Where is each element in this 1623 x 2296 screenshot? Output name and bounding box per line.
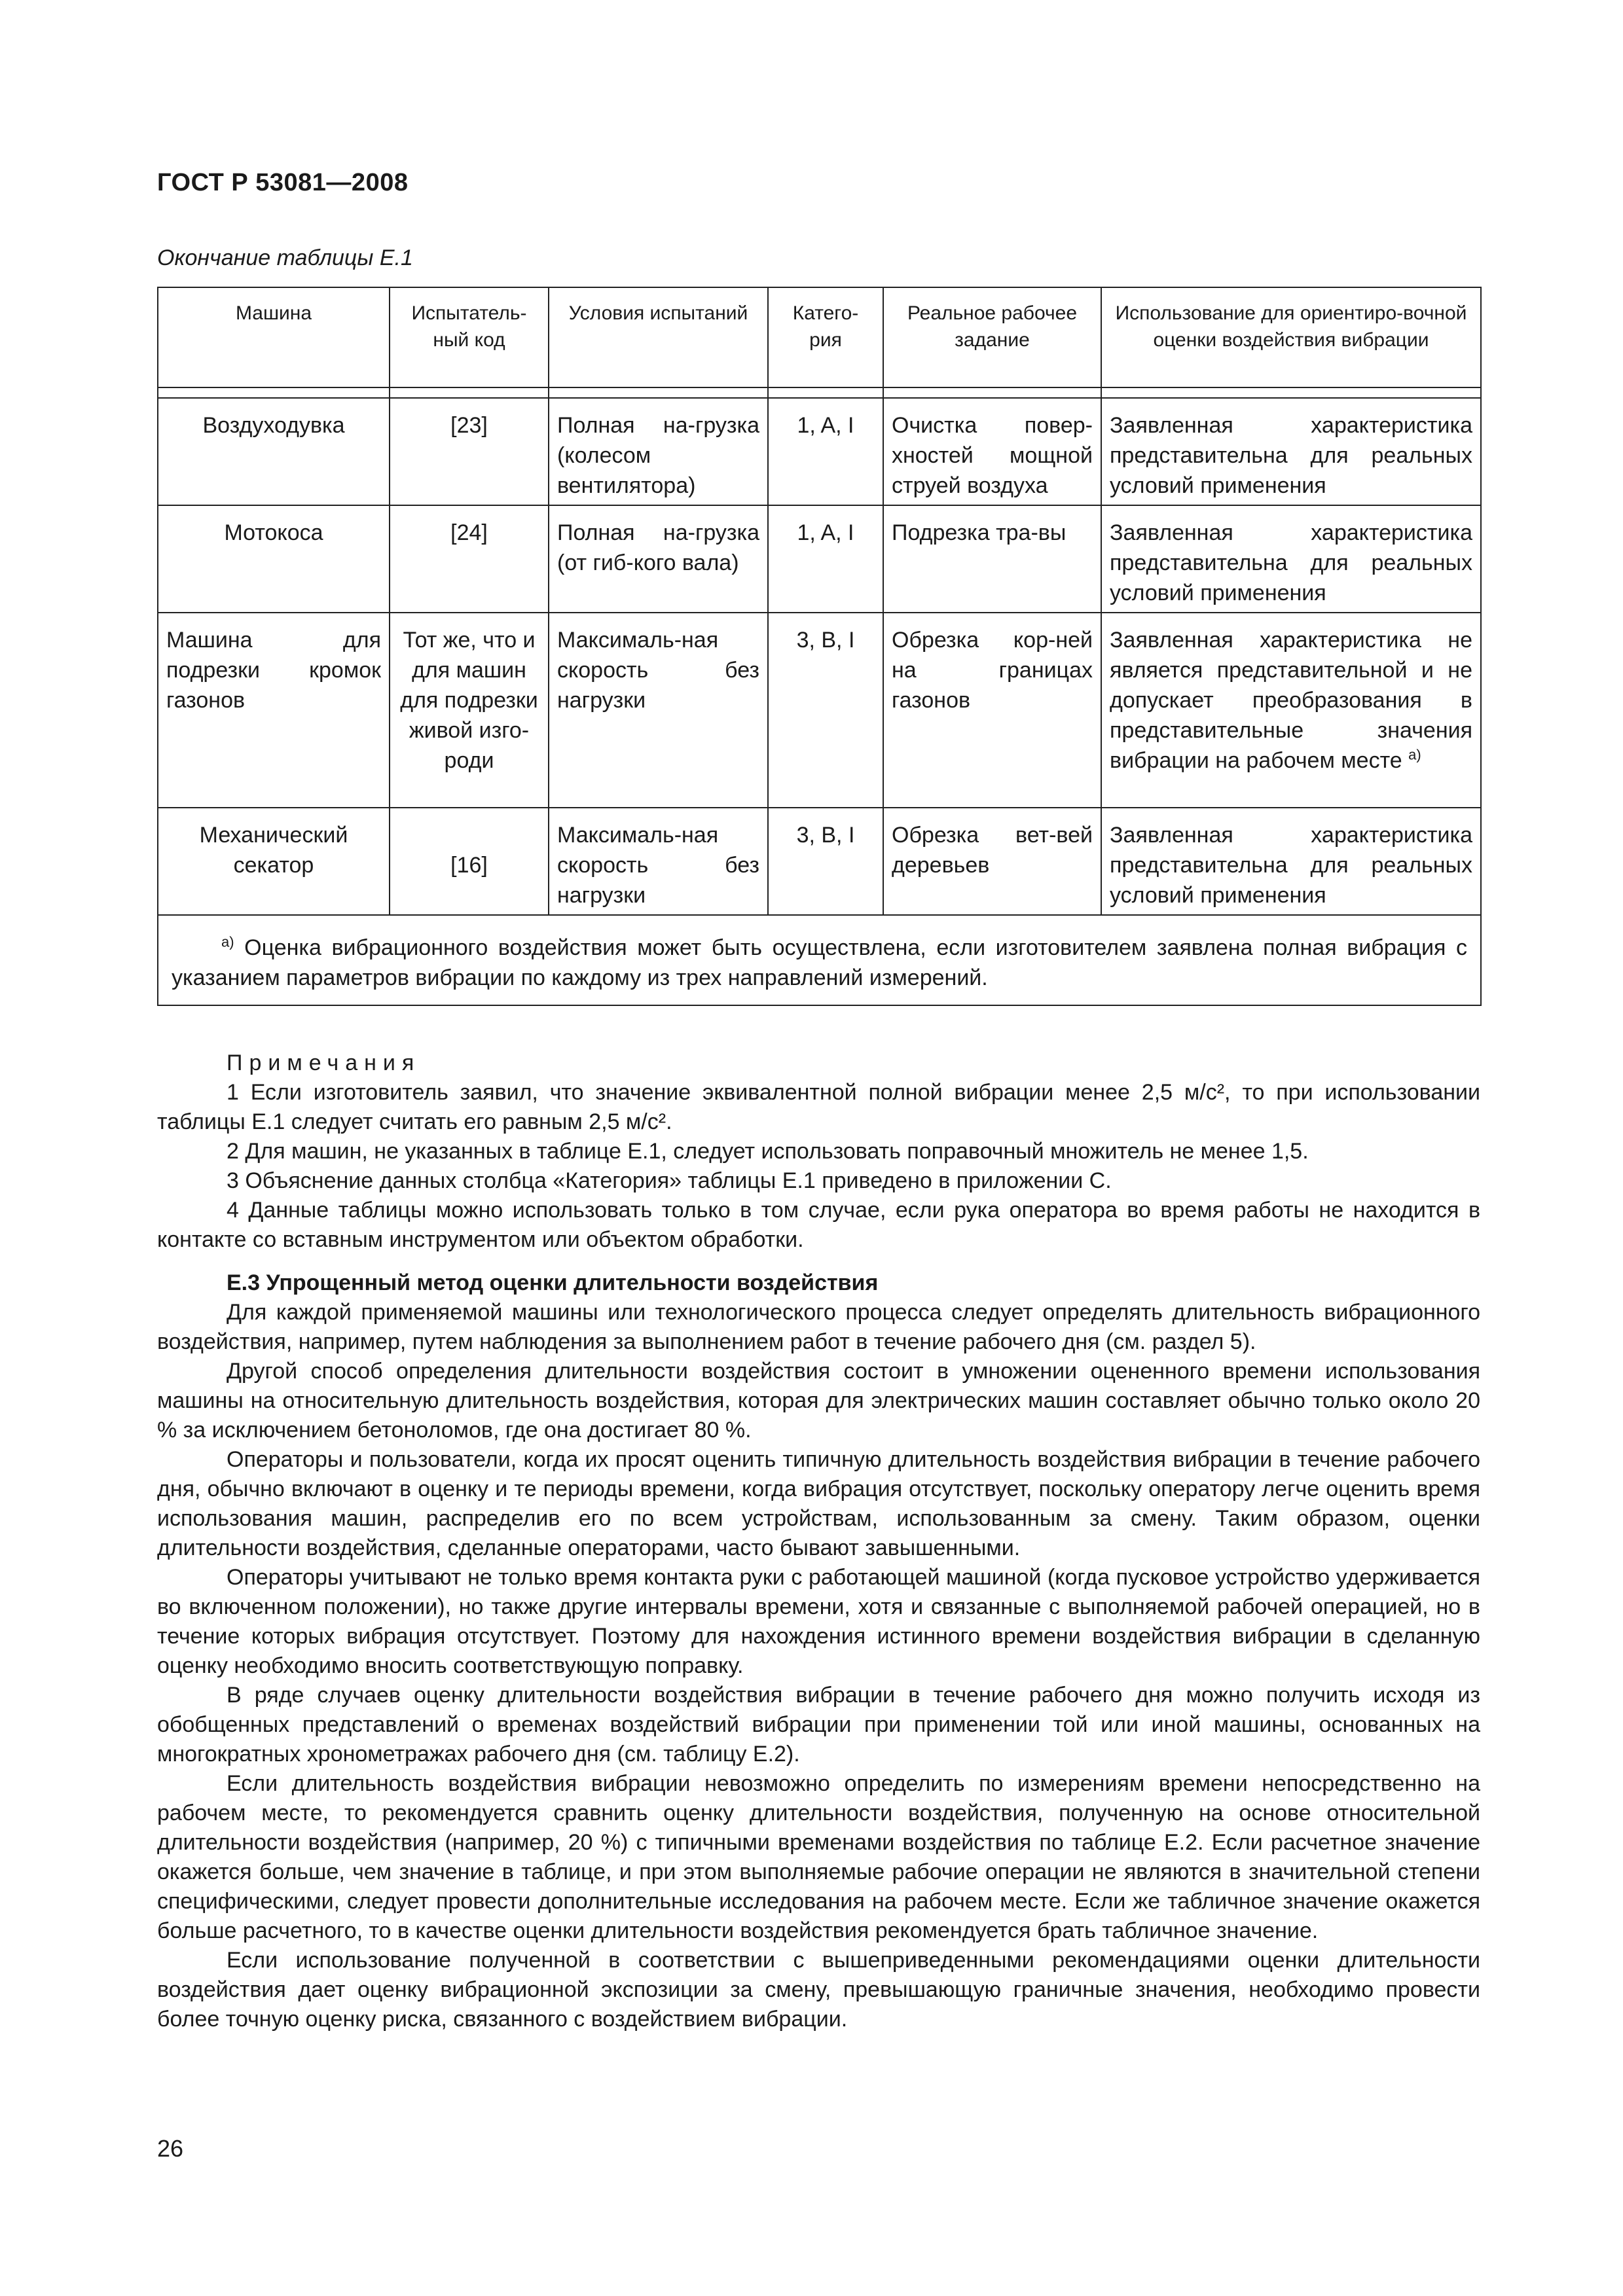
body-paragraph: Другой способ определения длительности воздействия состоит в умножении оцененного времени использования машины на относительную длительность воздействия, которая для электрических машин составляет обычно только около 20 % за исключением бетоноломов, где она достигает 80 %. bbox=[157, 1359, 1480, 1443]
table-cell: Машина для подрезки кромок газонов bbox=[158, 613, 390, 808]
table-row bbox=[158, 505, 1481, 613]
table-row bbox=[158, 808, 1481, 915]
table-caption: Окончание таблицы Е.1 bbox=[157, 245, 413, 270]
body-paragraph: Если длительность воздействия вибрации невозможно определить по измерениям времени непосредственно на рабочем месте, то рекомендуется сравнить оценку длительности воздействия, полученную на основе относительной длительности воздействия (например, 20 %) с типичными временами воздействия по таблице Е.2. Если расчетное значение окажется больше, чем значение в таблице, и при этом выполняемые рабочие операции не являются в значительной степени специфическими, следует провести дополнительные исследования на рабочем месте. Если же табличное значение окажется больше расчетного, то в качестве оценки длительности воздействия рекомендуется брать табличное значение. bbox=[157, 1771, 1480, 1943]
vibration-table bbox=[157, 287, 1482, 1006]
table-cell: 1, A, I bbox=[768, 398, 883, 505]
table-cell: Полная на-грузка (колесом вентилятора) bbox=[549, 398, 768, 505]
table-cell: [24] bbox=[390, 505, 549, 613]
document-header: ГОСТ Р 53081—2008 bbox=[157, 169, 409, 196]
table-header-row bbox=[158, 287, 1481, 387]
footnote-marker: а) bbox=[221, 933, 234, 950]
note-item: 2 Для машин, не указанных в таблице Е.1, следует использовать поправочный множитель не менее 1,5. bbox=[227, 1139, 1309, 1164]
table-cell: Полная на-грузка (от гиб-кого вала) bbox=[549, 505, 768, 613]
note-item: 3 Объяснение данных столбца «Категория» таблицы Е.1 приведено в приложении С. bbox=[227, 1168, 1112, 1193]
column-header: Условия испытаний bbox=[549, 287, 768, 387]
column-header: Машина bbox=[158, 287, 390, 387]
body-paragraph: Если использование полученной в соответствии с вышеприведенными рекомендациями оценки длительности воздействия дает оценку вибрационной экспозиции за смену, превышающую граничные значения, необходимо провести более точную оценку риска, связанного с воздействием вибрации. bbox=[157, 1948, 1480, 2032]
body-paragraph: В ряде случаев оценку длительности воздействия вибрации в течение рабочего дня можно получить исходя из обобщенных представлений о временах воздействий вибрации при применении той или иной машины, основанных на многократных хронометражах рабочего дня (см. таблицу Е.2). bbox=[157, 1683, 1480, 1767]
page-number: 26 bbox=[157, 2135, 184, 2162]
footnote-text: Оценка вибрационного воздействия может быть осуществлена, если изготовителем заявлена полная вибрация с указанием параметров вибрации по каждому из трех направлений измерений. bbox=[172, 935, 1467, 990]
table-cell: Механический секатор bbox=[158, 808, 390, 915]
note-item: 1 Если изготовитель заявил, что значение эквивалентной полной вибрации менее 2,5 м/с², то при использовании таблицы Е.1 следует считать его равным 2,5 м/с². bbox=[157, 1080, 1480, 1134]
section-heading: Е.3 Упрощенный метод оценки длительности воздействия bbox=[227, 1270, 879, 1295]
cell-text: Заявленная характеристика не является представительной и не допускает преобразования в представительные значения вибрации на рабочем месте bbox=[1110, 628, 1472, 773]
section-e3 bbox=[157, 1268, 1480, 2034]
footnote-marker: а) bbox=[1408, 746, 1421, 763]
table-cell: Тот же, что и для машин для подрезки живой изго-роди bbox=[390, 613, 549, 808]
table-cell: Заявленная характеристика представительна для реальных условий применения bbox=[1101, 398, 1481, 505]
table-row bbox=[158, 613, 1481, 808]
table-cell: Обрезка вет-вей деревьев bbox=[883, 808, 1101, 915]
table-footnote bbox=[158, 915, 1481, 1005]
body-paragraph: Операторы и пользователи, когда их просят оценить типичную длительность воздействия вибрации в течение рабочего дня, обычно включают в оценку и те периоды времени, когда вибрация отсутствует, поскольку оператору легче оценить время использования машин, распределив его по всем устройствам, использованным за смену. Таким образом, оценки длительности воздействия, сделанные операторами, часто бывают завышенными. bbox=[157, 1447, 1480, 1560]
table-cell: Максималь-ная скорость без нагрузки bbox=[549, 613, 768, 808]
table-cell: Заявленная характеристика представительна для реальных условий применения bbox=[1101, 505, 1481, 613]
table-cell: Заявленная характеристика представительна для реальных условий применения bbox=[1101, 808, 1481, 915]
table-cell: Очистка повер-хностей мощной струей воздуха bbox=[883, 398, 1101, 505]
table-cell: [23] bbox=[390, 398, 549, 505]
column-header: Катего-рия bbox=[768, 287, 883, 387]
column-header: Использование для ориентиро-вочной оценки воздействия вибрации bbox=[1101, 287, 1481, 387]
column-header: Испытатель-ный код bbox=[390, 287, 549, 387]
header-separator bbox=[158, 387, 1481, 398]
body-paragraph: Для каждой применяемой машины или технологического процесса следует определять длительность вибрационного воздействия, например, путем наблюдения за выполнением работ в течение рабочего дня (см. раздел 5). bbox=[157, 1300, 1480, 1354]
column-header: Реальное рабочее задание bbox=[883, 287, 1101, 387]
table-cell: Максималь-ная скорость без нагрузки bbox=[549, 808, 768, 915]
notes-block bbox=[157, 1049, 1480, 1255]
table-cell: Подрезка тра-вы bbox=[883, 505, 1101, 613]
table-cell: 3, B, I bbox=[768, 808, 883, 915]
body-paragraph: Операторы учитывают не только время контакта руки с работающей машиной (когда пусковое устройство удерживается во включенном положении), но также другие интервалы времени, хотя и связанные с выполняемой рабочей операцией, но в течение которых вибрация отсутствует. Поэтому для нахождения истинного времени воздействия вибрации в сделанную оценку необходимо вносить соответствующую поправку. bbox=[157, 1565, 1480, 1678]
table-cell: 3, B, I bbox=[768, 613, 883, 808]
table-footnote-row bbox=[158, 915, 1481, 1005]
table-cell: [16] bbox=[390, 808, 549, 915]
note-item: 4 Данные таблицы можно использовать только в том случае, если рука оператора во время работы не находится в контакте со вставным инструментом или объектом обработки. bbox=[157, 1198, 1480, 1252]
table-cell: 1, A, I bbox=[768, 505, 883, 613]
table-cell bbox=[1101, 613, 1481, 808]
notes-title: Примечания bbox=[227, 1050, 421, 1075]
table-row bbox=[158, 398, 1481, 505]
table-cell: Обрезка кор-ней на границах газонов bbox=[883, 613, 1101, 808]
table-cell: Мотокоса bbox=[158, 505, 390, 613]
table-cell: Воздуходувка bbox=[158, 398, 390, 505]
